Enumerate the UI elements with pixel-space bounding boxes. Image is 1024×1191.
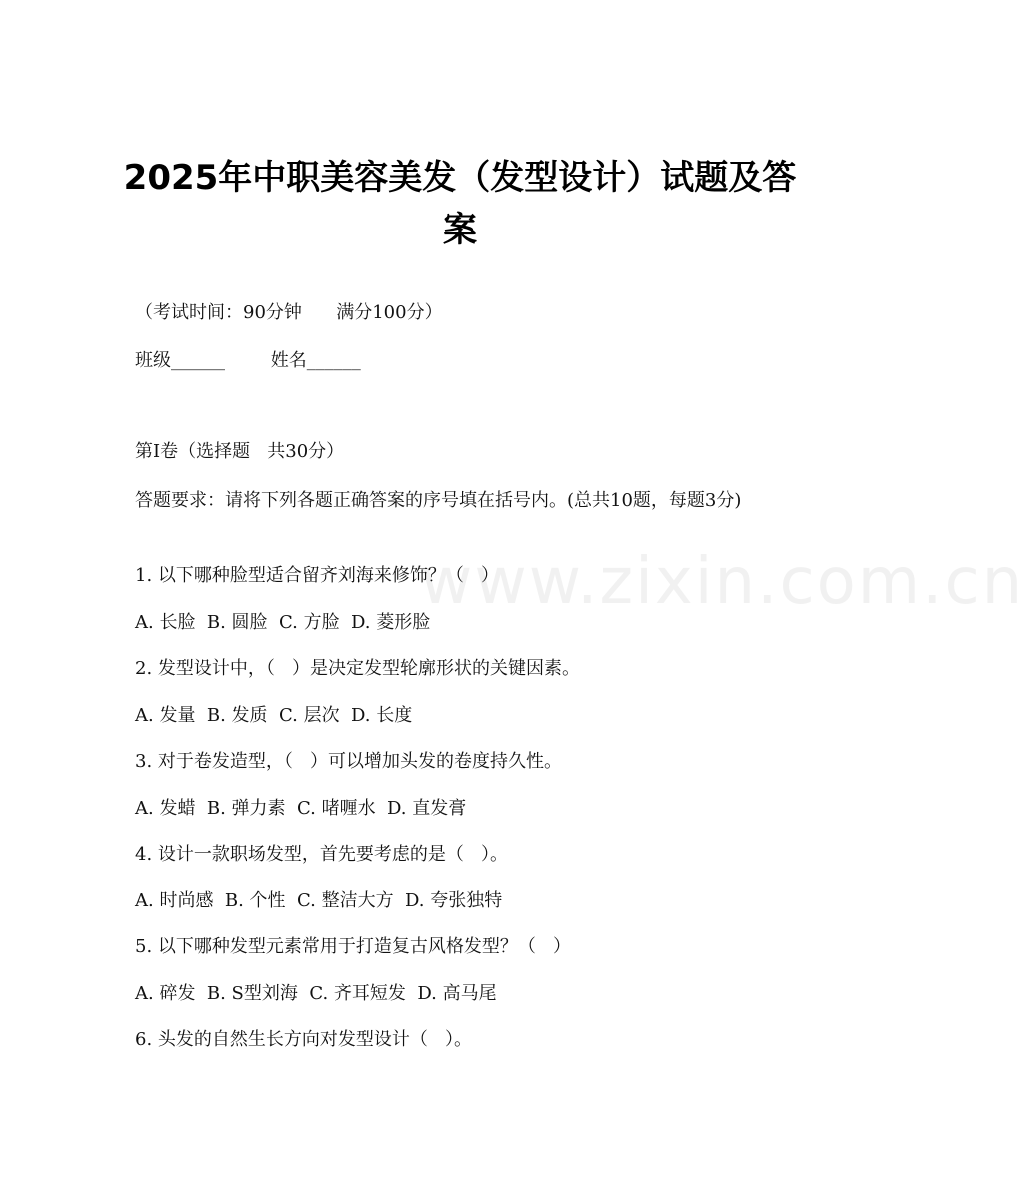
watermark: www.zixin.com.cn bbox=[420, 545, 1024, 619]
question-stem: 1. 以下哪种脸型适合留齐刘海来修饰？（ ） bbox=[135, 565, 500, 586]
section-title: 第I卷（选择题 共30分） bbox=[135, 441, 345, 462]
question-stem: 3. 对于卷发造型，（ ）可以增加头发的卷度持久性。 bbox=[135, 751, 563, 772]
student-info: 班级______ 姓名______ bbox=[135, 350, 361, 371]
question-stem: 4. 设计一款职场发型，首先要考虑的是（ ）。 bbox=[135, 844, 509, 865]
exam-info: （考试时间：90分钟 满分100分） bbox=[135, 302, 443, 323]
question-options: A. 发量 B. 发质 C. 层次 D. 长度 bbox=[135, 705, 413, 726]
question-options: A. 发蜡 B. 弹力素 C. 啫喱水 D. 直发膏 bbox=[135, 798, 467, 819]
question-stem: 2. 发型设计中，（ ）是决定发型轮廓形状的关键因素。 bbox=[135, 658, 581, 679]
instructions: 答题要求：请将下列各题正确答案的序号填在括号内。(总共10题，每题3分) bbox=[135, 490, 742, 511]
question-options: A. 碎发 B. S型刘海 C. 齐耳短发 D. 高马尾 bbox=[135, 983, 497, 1004]
question-stem: 5. 以下哪种发型元素常用于打造复古风格发型？（ ） bbox=[135, 936, 572, 957]
document-title: 2025年中职美容美发（发型设计）试题及答案 bbox=[123, 158, 797, 250]
question-stem: 6. 头发的自然生长方向对发型设计（ ）。 bbox=[135, 1029, 473, 1050]
question-options: A. 时尚感 B. 个性 C. 整洁大方 D. 夸张独特 bbox=[135, 890, 503, 911]
question-options: A. 长脸 B. 圆脸 C. 方脸 D. 菱形脸 bbox=[135, 612, 431, 633]
